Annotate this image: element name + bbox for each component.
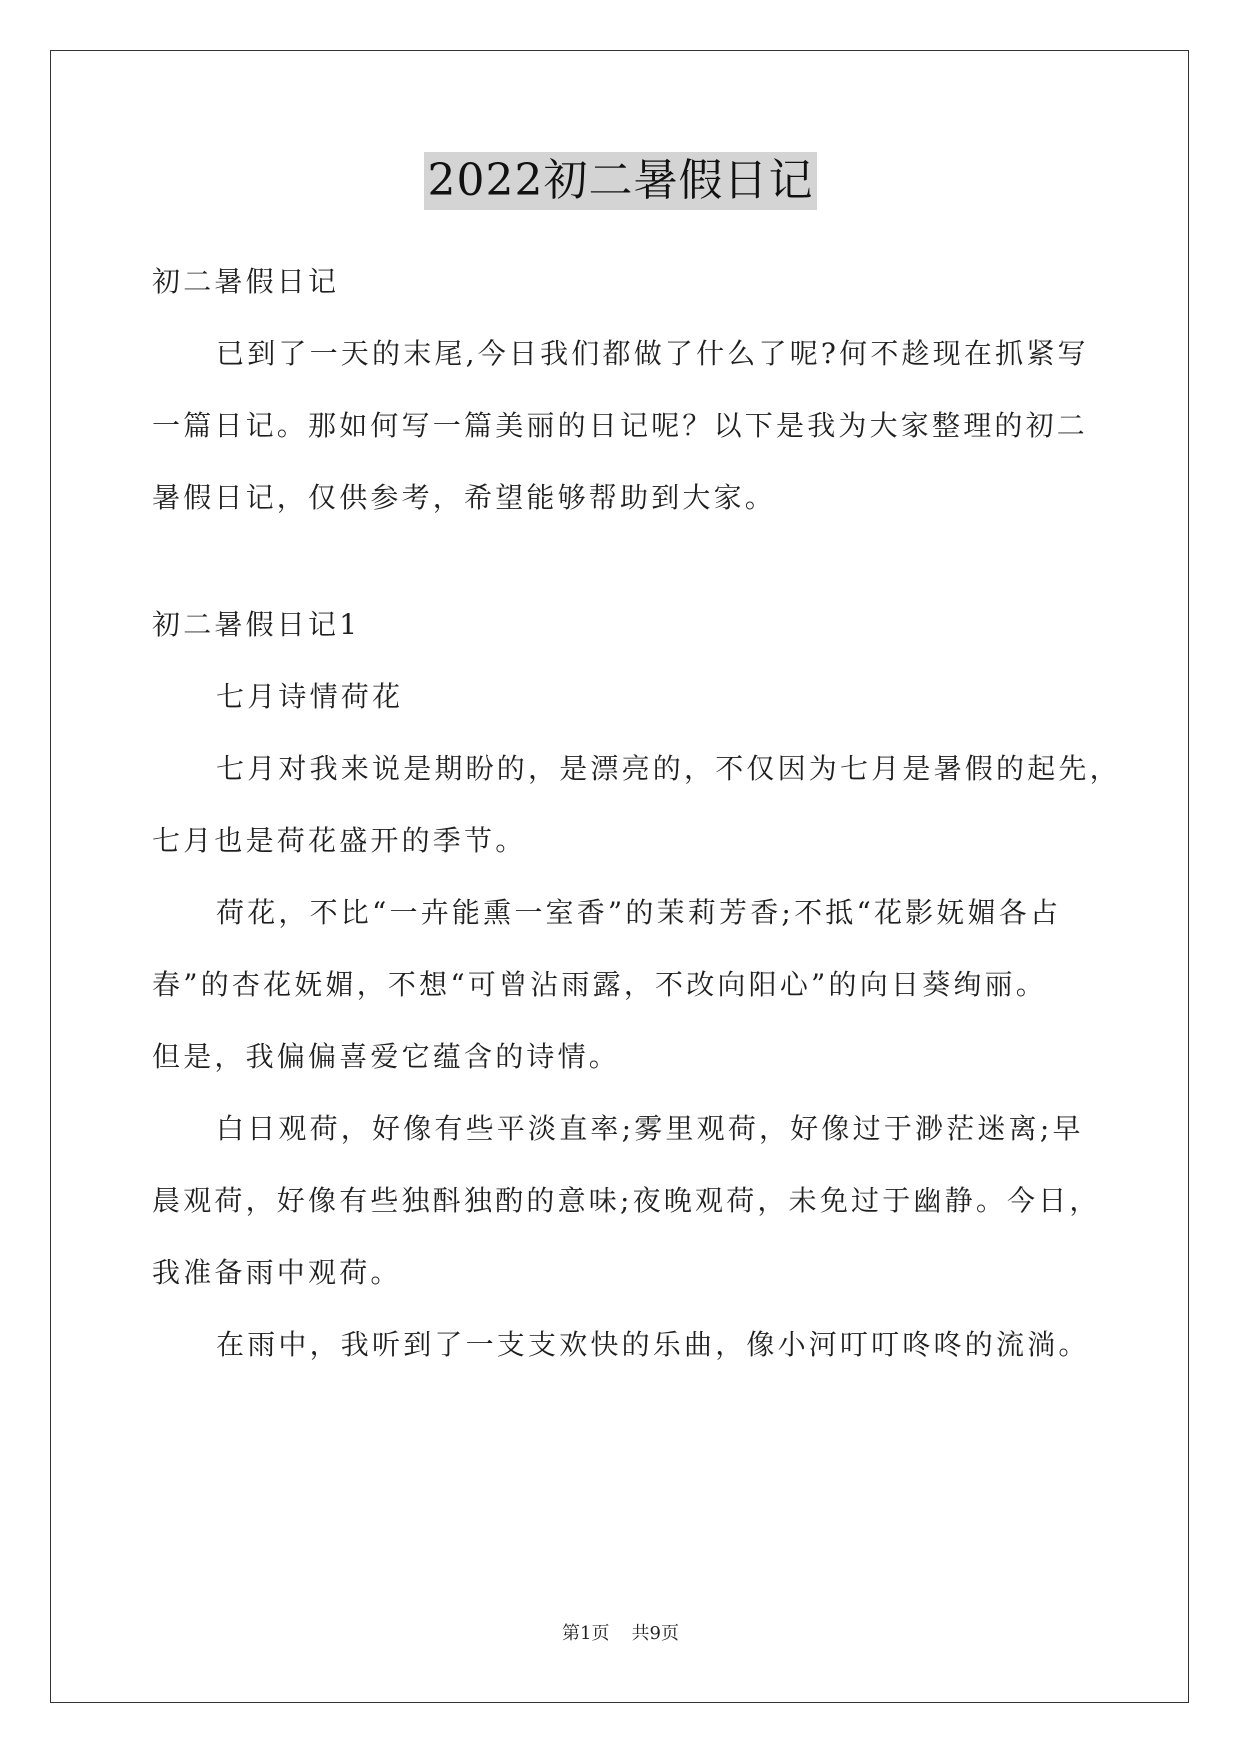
paragraph-line: 荷花，不比“一卉能熏一室香”的茉莉芳香;不抵“花影妩媚各占 [216,896,1062,929]
paragraph-line: 我准备雨中观荷。 [152,1256,402,1289]
paragraph-line: 白日观荷，好像有些平淡直率;雾里观荷，好像过于渺茫迷离;早 [216,1112,1084,1145]
document-title: 2022初二暑假日记 [424,152,818,210]
title-container [0,152,1241,210]
page-footer [0,1622,1241,1646]
section-heading: 初二暑假日记 [152,265,340,298]
paragraph-line: 但是，我偏偏喜爱它蕴含的诗情。 [152,1040,621,1073]
paragraph-line: 七月也是荷花盛开的季节。 [152,824,527,857]
paragraph-line: 一篇日记。那如何写一篇美丽的日记呢？以下是我为大家整理的初二 [152,409,1089,442]
article-subtitle: 七月诗情荷花 [216,680,404,713]
paragraph-line: 七月对我来说是期盼的，是漂亮的，不仅因为七月是暑假的起先， [216,752,1121,785]
section-heading: 初二暑假日记1 [152,608,361,641]
paragraph-line: 在雨中，我听到了一支支欢快的乐曲，像小河叮叮咚咚的流淌。 [216,1328,1090,1361]
paragraph-line: 春”的杏花妩媚，不想“可曾沾雨露，不改向阳心”的向日葵绚丽。 [152,968,1047,1001]
paragraph-line: 晨观荷，好像有些独酙独酌的意味;夜晚观荷，未免过于幽静。今日， [152,1184,1101,1217]
page-number: 第1页 [562,1623,610,1644]
paragraph-line: 已到了一天的末尾,今日我们都做了什么了呢?何不趁现在抓紧写 [216,337,1089,370]
page-total: 共9页 [631,1623,679,1644]
paragraph-line: 暑假日记，仅供参考，希望能够帮助到大家。 [152,481,777,514]
